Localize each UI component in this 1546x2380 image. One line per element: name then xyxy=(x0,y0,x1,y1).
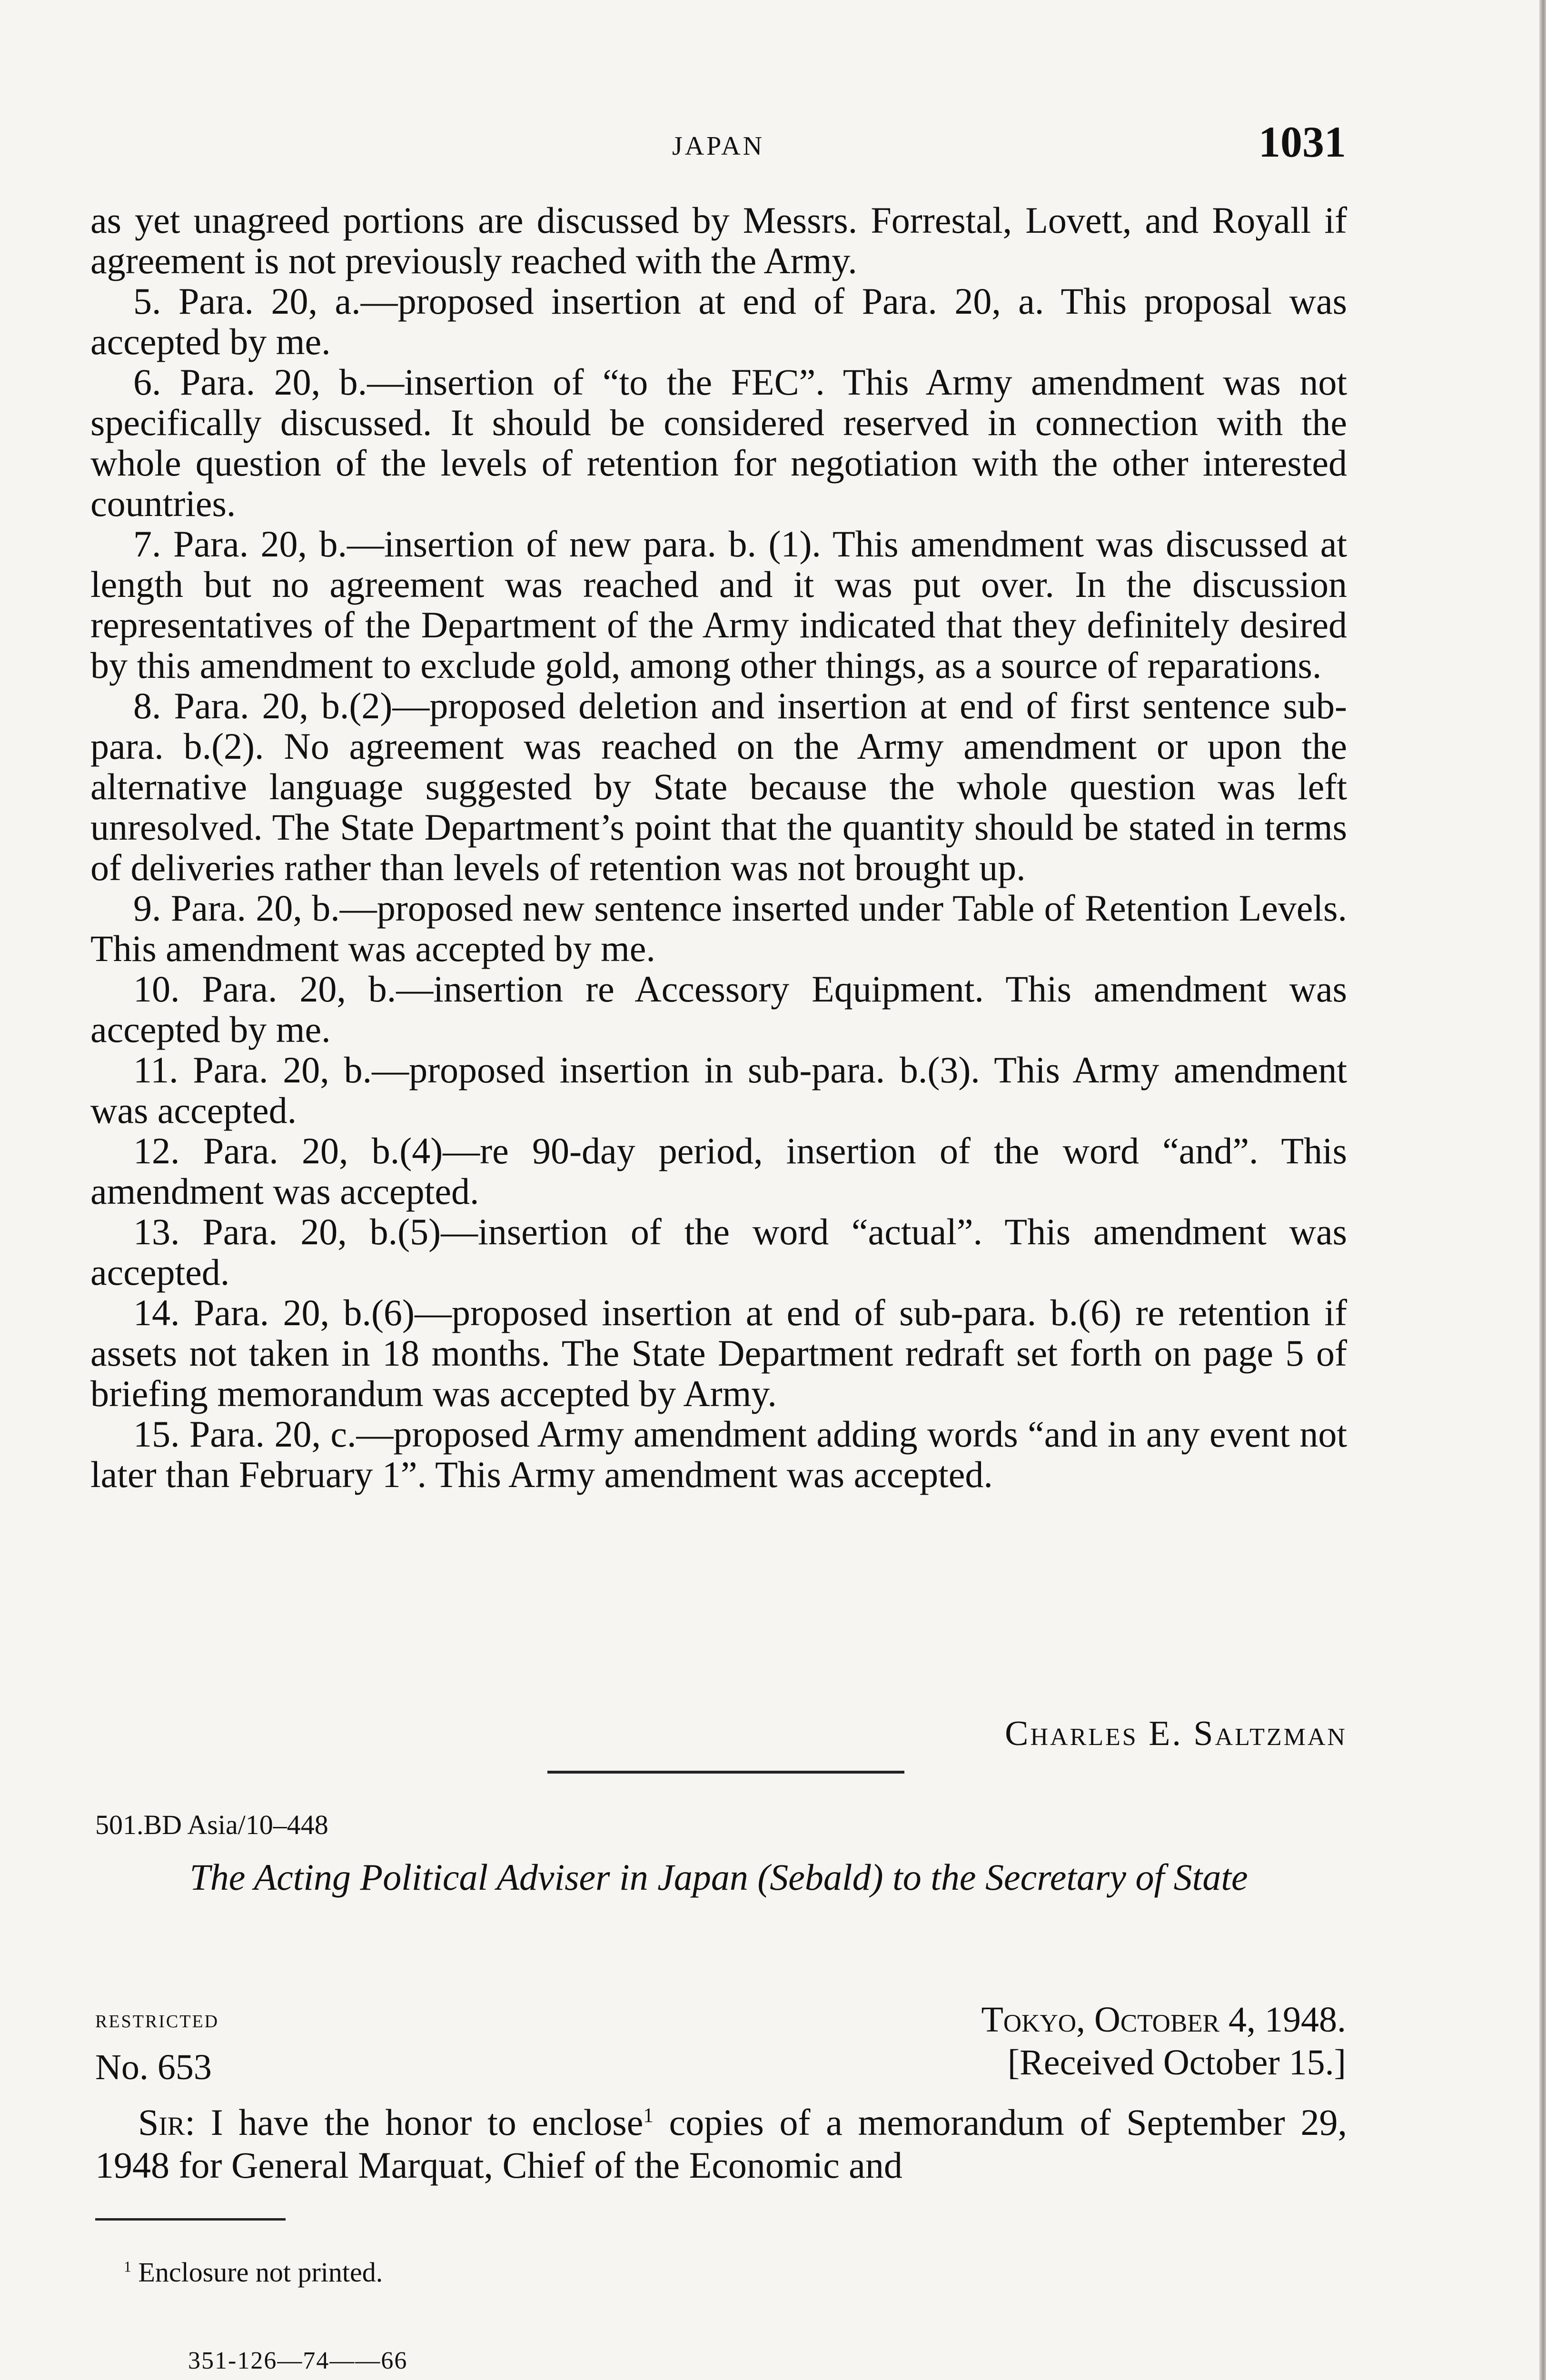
paragraph-item-7: 7. Para. 20, b.—insertion of new para. b. (1). This amendment was discussed at length but no agreement was reached and it was put over. In the discussion representatives of the Department of the Army indicated that they definitely desired by this amendment to exclude gold, among other things, as a source of reparations. xyxy=(90,523,1347,686)
footnote-divider xyxy=(95,2218,286,2221)
paragraph-item-13: 13. Para. 20, b.(5)—insertion of the word “actual”. This amendment was accepted. xyxy=(90,1211,1347,1293)
paragraph-item-15: 15. Para. 20, c.—proposed Army amendment adding words “and in any event not later than February 1”. This Army amendment was accepted. xyxy=(90,1413,1347,1495)
paragraph-item-11: 11. Para. 20, b.—proposed insertion in sub-para. b.(3). This Army amendment was accepted. xyxy=(90,1049,1347,1131)
paragraph-item-10: 10. Para. 20, b.—insertion re Accessory Equipment. This amendment was accepted by me. xyxy=(90,968,1347,1050)
paragraph-item-6: 6. Para. 20, b.—insertion of “to the FEC”. This Army amendment was not specifically discussed. It should be considered reserved in connection with the whole question of the levels of retention for negotiation with the other interested countries. xyxy=(90,361,1347,524)
classification-label: restricted xyxy=(95,2004,219,2033)
paragraph-continuation: as yet unagreed portions are discussed by Messrs. Forrestal, Lovett, and Royall if agreement is not previously reached with the Army. xyxy=(90,199,1347,281)
paragraph-item-8: 8. Para. 20, b.(2)—proposed deletion and insertion at end of first sentence sub-para. b.(2). No agreement was reached on the Army amendment or upon the alternative language suggested by State because the whole question was left unresolved. The State Department’s point that the quantity should be stated in terms of deliveries rather than levels of retention was not brought up. xyxy=(90,685,1347,888)
page-edge xyxy=(1539,0,1546,2380)
paragraph-item-12: 12. Para. 20, b.(4)—re 90-day period, insertion of the word “and”. This amendment was accepted. xyxy=(90,1130,1347,1212)
running-head xyxy=(90,118,1346,174)
dateline-text: Tokyo, October 4, 1948. xyxy=(981,2000,1346,2040)
footnote xyxy=(124,2256,383,2288)
salutation: Sir xyxy=(138,2102,185,2143)
page-number: 1031 xyxy=(1259,118,1346,166)
running-title: JAPAN xyxy=(672,131,765,161)
footnote-reference: 1 xyxy=(643,2104,654,2127)
footnote-text: Enclosure not printed. xyxy=(138,2257,383,2288)
letter-body xyxy=(95,2094,1347,2187)
section-divider xyxy=(547,1771,904,1774)
footnote-marker: 1 xyxy=(124,2258,131,2275)
file-reference: 501.BD Asia/10–448 xyxy=(95,1809,328,1840)
paragraph-item-14: 14. Para. 20, b.(6)—proposed insertion at end of sub-para. b.(6) re retention if assets not taken in 18 months. The State Department redraft set forth on page 5 of briefing memorandum was accepted by Army. xyxy=(90,1292,1347,1414)
letter-text-lead: : I have the honor to enclose xyxy=(185,2102,644,2143)
dateline xyxy=(981,1999,1346,2041)
signature: Charles E. Saltzman xyxy=(1005,1714,1347,1753)
memorandum-body xyxy=(90,200,1347,1495)
print-code: 351-126—74——66 xyxy=(188,2347,408,2374)
letter-text: copies of a memorandum of September 29, 1948 for General Marquat, Chief of the Economic and xyxy=(95,2102,1347,2186)
paragraph-item-5: 5. Para. 20, a.—proposed insertion at end of Para. 20, a. This proposal was accepted by me. xyxy=(90,280,1347,362)
document-number: No. 653 xyxy=(95,2047,212,2087)
received-date: [Received October 15.] xyxy=(1007,2043,1346,2082)
document-heading: The Acting Political Adviser in Japan (Sebald) to the Secretary of State xyxy=(189,1856,1248,1898)
paragraph-item-9: 9. Para. 20, b.—proposed new sentence inserted under Table of Retention Levels. This amendment was accepted by me. xyxy=(90,887,1347,969)
